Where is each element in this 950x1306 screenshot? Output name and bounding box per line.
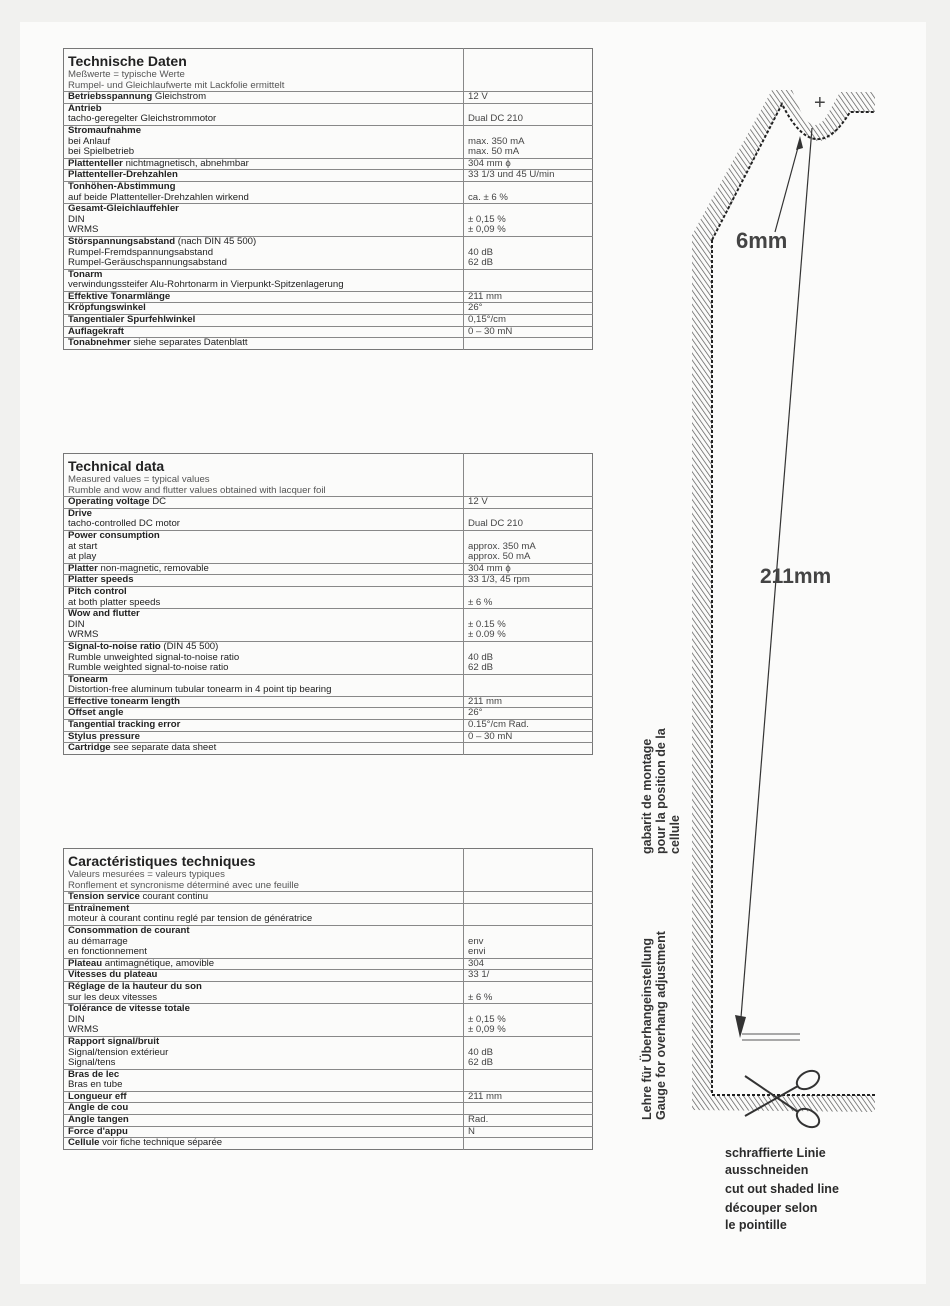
spec-value: ± 0,15 % xyxy=(468,213,506,225)
spec-term: Wow and flutter xyxy=(68,608,140,620)
spec-value: 62 dB xyxy=(468,257,494,269)
spec-value: Dual DC 210 xyxy=(468,113,523,125)
spec-description: au démarrage xyxy=(68,935,128,947)
spec-value: Dual DC 210 xyxy=(468,518,523,530)
cut-note-3: cut out shaded line xyxy=(725,1182,839,1196)
spec-description: (nach DIN 45 500) xyxy=(175,235,257,247)
spec-term: Consommation de courant xyxy=(68,924,190,936)
spec-description: auf beide Plattenteller-Drehzahlen wirkend xyxy=(68,191,249,203)
spec-value: 33 1/3 und 45 U/min xyxy=(468,169,555,181)
spec-description: non-magnetic, removable xyxy=(97,562,209,574)
spec-description: DC xyxy=(149,496,167,508)
spec-description: DIN xyxy=(68,618,85,630)
spec-term: Effektive Tonarmlänge xyxy=(68,290,171,302)
spec-value: ± 0.15 % xyxy=(468,618,506,630)
spec-term: Force d'appu xyxy=(68,1125,128,1137)
spec-term: Tolérance de vitesse totale xyxy=(68,1003,190,1015)
intro-line: Ronflement et syncronisme déterminé avec une feuille xyxy=(68,879,299,891)
spec-term: Platter speeds xyxy=(68,574,134,586)
spec-term: Tonarm xyxy=(68,268,103,280)
spec-value: 0 – 30 mN xyxy=(468,325,513,337)
spec-value: 0,15°/cm xyxy=(468,314,506,326)
spec-value: ± 0.09 % xyxy=(468,629,506,641)
spec-value: 33 1/ xyxy=(468,969,490,981)
section-title: Technical data xyxy=(68,458,165,474)
spec-description: at play xyxy=(68,551,97,563)
gauge-label-fr xyxy=(640,728,682,854)
dim-211mm-label: 211mm xyxy=(760,565,832,588)
gauge-label-fr-1: gabarit de montage xyxy=(640,738,654,854)
dim-6mm-label: 6mm xyxy=(736,228,788,253)
spec-term: Rapport signal/bruit xyxy=(68,1035,160,1047)
intro-line: Rumble and wow and flutter values obtained with lacquer foil xyxy=(68,484,326,496)
cut-note-1: schraffierte Linie xyxy=(725,1146,826,1160)
spec-description: at both platter speeds xyxy=(68,596,161,608)
spec-term: Power consumption xyxy=(68,529,160,541)
spec-value: 304 mm ϕ xyxy=(468,562,511,574)
gauge-label-fr-3: cellule xyxy=(668,815,682,854)
spec-value: approx. 350 mA xyxy=(468,540,536,552)
spec-description: en fonctionnement xyxy=(68,946,147,958)
spec-term: Entraînement xyxy=(68,902,130,914)
spec-description: voir fiche technique séparée xyxy=(99,1137,223,1149)
spec-value: ± 6 % xyxy=(468,596,493,608)
spec-term: Offset angle xyxy=(68,707,124,719)
intro-line: Measured values = typical values xyxy=(68,474,210,485)
spec-value: envi xyxy=(468,946,486,958)
spec-term: Signal-to-noise ratio xyxy=(68,640,161,652)
spec-description: verwindungssteifer Alu-Rohrtonarm in Vierpunkt-Spitzenlagerung xyxy=(68,279,344,291)
spec-term: Stylus pressure xyxy=(68,730,140,742)
cut-instruction xyxy=(725,1145,839,1234)
spec-description: sur les deux vitesses xyxy=(68,991,158,1003)
spec-description: bei Spielbetrieb xyxy=(68,146,135,158)
gauge-label-en: Gauge for overhang adjustment xyxy=(654,931,668,1120)
spec-description: siehe separates Datenblatt xyxy=(130,337,248,349)
spec-description: Distortion-free aluminum tubular tonearm in 4 point tip bearing xyxy=(68,684,332,696)
spec-term: Plattenteller xyxy=(68,157,123,169)
spec-value: 12 V xyxy=(468,91,488,103)
spec-term: Cellule xyxy=(68,1137,100,1149)
plus-sign: + xyxy=(814,92,826,114)
spec-value: ± 0,09 % xyxy=(468,1024,506,1036)
intro-line: Valeurs mesurées = valeurs typiques xyxy=(68,869,225,880)
spec-description: WRMS xyxy=(68,1024,99,1036)
spec-description: DIN xyxy=(68,1013,85,1025)
spec-description: WRMS xyxy=(68,629,99,641)
spec-term: Tonabnehmer xyxy=(68,337,131,349)
spec-term: Cartridge xyxy=(68,742,111,754)
spec-description: Bras en tube xyxy=(68,1079,123,1091)
spec-description: DIN xyxy=(68,213,85,225)
spec-value: 26° xyxy=(468,707,483,719)
spec-term: Antrieb xyxy=(68,102,102,114)
cut-note-2: ausschneiden xyxy=(725,1163,809,1177)
spec-term: Angle tangen xyxy=(68,1114,129,1126)
intro-line: Meßwerte = typische Werte xyxy=(68,69,185,80)
spec-value: 62 dB xyxy=(468,662,494,674)
spec-description: at start xyxy=(68,540,98,552)
spec-term: Pitch control xyxy=(68,585,127,597)
spec-term: Angle de cou xyxy=(68,1102,129,1114)
spec-description: tacho-controlled DC motor xyxy=(68,518,180,530)
spec-description: Rumpel-Fremdspannungsabstand xyxy=(68,246,214,258)
spec-term: Tangentialer Spurfehlwinkel xyxy=(68,314,196,326)
spec-description: (DIN 45 500) xyxy=(160,640,219,652)
spec-term: Auflagekraft xyxy=(68,325,124,337)
spec-term: Plattenteller-Drehzahlen xyxy=(68,169,178,181)
spec-value: 0.15°/cm Rad. xyxy=(468,719,529,731)
spec-description: Gleichstrom xyxy=(152,91,207,103)
spec-term: Störspannungsabstand xyxy=(68,235,176,247)
cut-note-4: découper selon xyxy=(725,1201,818,1215)
spec-description: Rumpel-Geräuschspannungsabstand xyxy=(68,257,227,269)
spec-term: Bras de lec xyxy=(68,1068,120,1080)
gauge-label-de: Lehre für Überhangeinstellung xyxy=(640,938,654,1120)
spec-term: Tension service xyxy=(68,891,140,903)
spec-value: 304 xyxy=(468,957,485,969)
spec-description: antimagnétique, amovible xyxy=(102,957,215,969)
spec-term: Vitesses du plateau xyxy=(68,969,158,981)
spec-value: 211 mm xyxy=(468,290,502,302)
spec-value: 211 mm xyxy=(468,1090,502,1102)
spec-value: 26° xyxy=(468,302,483,314)
spec-term: Gesamt-Gleichlauffehler xyxy=(68,203,179,215)
spec-term: Effective tonearm length xyxy=(68,695,180,707)
spec-value: ± 6 % xyxy=(468,991,493,1003)
spec-term: Réglage de la hauteur du son xyxy=(68,980,202,992)
section-title: Caractéristiques techniques xyxy=(68,853,256,869)
spec-term: Longueur eff xyxy=(68,1090,127,1102)
gauge-label-de-en xyxy=(640,931,668,1120)
spec-value: 62 dB xyxy=(468,1057,494,1069)
spec-term: Tonhöhen-Abstimmung xyxy=(68,180,176,192)
spec-term: Tonearm xyxy=(68,673,108,685)
spec-value: Rad. xyxy=(468,1114,489,1126)
spec-value: 304 mm ϕ xyxy=(468,157,511,169)
spec-term: Tangential tracking error xyxy=(68,719,181,731)
spec-term: Kröpfungswinkel xyxy=(68,302,146,314)
spec-description: tacho-geregelter Gleichstrommotor xyxy=(68,113,217,125)
spec-term: Drive xyxy=(68,507,92,519)
spec-term: Operating voltage xyxy=(68,496,150,508)
spec-value: N xyxy=(468,1125,475,1137)
spec-description: bei Anlauf xyxy=(68,135,111,147)
spec-term: Plateau xyxy=(68,957,103,969)
spec-value: 33 1/3, 45 rpm xyxy=(468,574,530,586)
spec-value: ± 0,09 % xyxy=(468,224,506,236)
spec-value: approx. 50 mA xyxy=(468,551,531,563)
spec-description: Signal/tens xyxy=(68,1057,116,1069)
spec-value: env xyxy=(468,935,484,947)
spec-description: Rumble weighted signal-to-noise ratio xyxy=(68,662,229,674)
dim-6mm-pointer xyxy=(775,140,800,232)
spec-description: WRMS xyxy=(68,224,99,236)
spec-value: 40 dB xyxy=(468,1046,494,1058)
intro-line: Rumpel- und Gleichlaufwerte mit Lackfolie ermittelt xyxy=(68,79,285,91)
spec-description: see separate data sheet xyxy=(110,742,217,754)
spec-term: Betriebsspannung xyxy=(68,91,153,103)
cut-note-5: le pointille xyxy=(725,1218,787,1232)
spec-value: ± 0,15 % xyxy=(468,1013,506,1025)
gauge-label-fr-2: pour la position de la xyxy=(654,728,668,854)
spec-description: Rumble unweighted signal-to-noise ratio xyxy=(68,651,240,663)
spec-value: 40 dB xyxy=(468,651,494,663)
spec-description: nichtmagnetisch, abnehmbar xyxy=(122,157,249,169)
spec-term: Platter xyxy=(68,562,98,574)
spec-value: max. 350 mA xyxy=(468,135,525,147)
spec-value: max. 50 mA xyxy=(468,146,520,158)
spec-value: 211 mm xyxy=(468,695,502,707)
spec-description: moteur à courant continu reglé par tension de génératrice xyxy=(68,913,313,925)
spec-value: ca. ± 6 % xyxy=(468,191,508,203)
spec-term: Stromaufnahme xyxy=(68,124,142,136)
spec-value: 40 dB xyxy=(468,246,494,258)
section-title: Technische Daten xyxy=(68,53,187,69)
spec-description: Signal/tension extérieur xyxy=(68,1046,169,1058)
spec-description: courant continu xyxy=(139,891,209,903)
spec-value: 12 V xyxy=(468,496,488,508)
spec-value: 0 – 30 mN xyxy=(468,730,513,742)
